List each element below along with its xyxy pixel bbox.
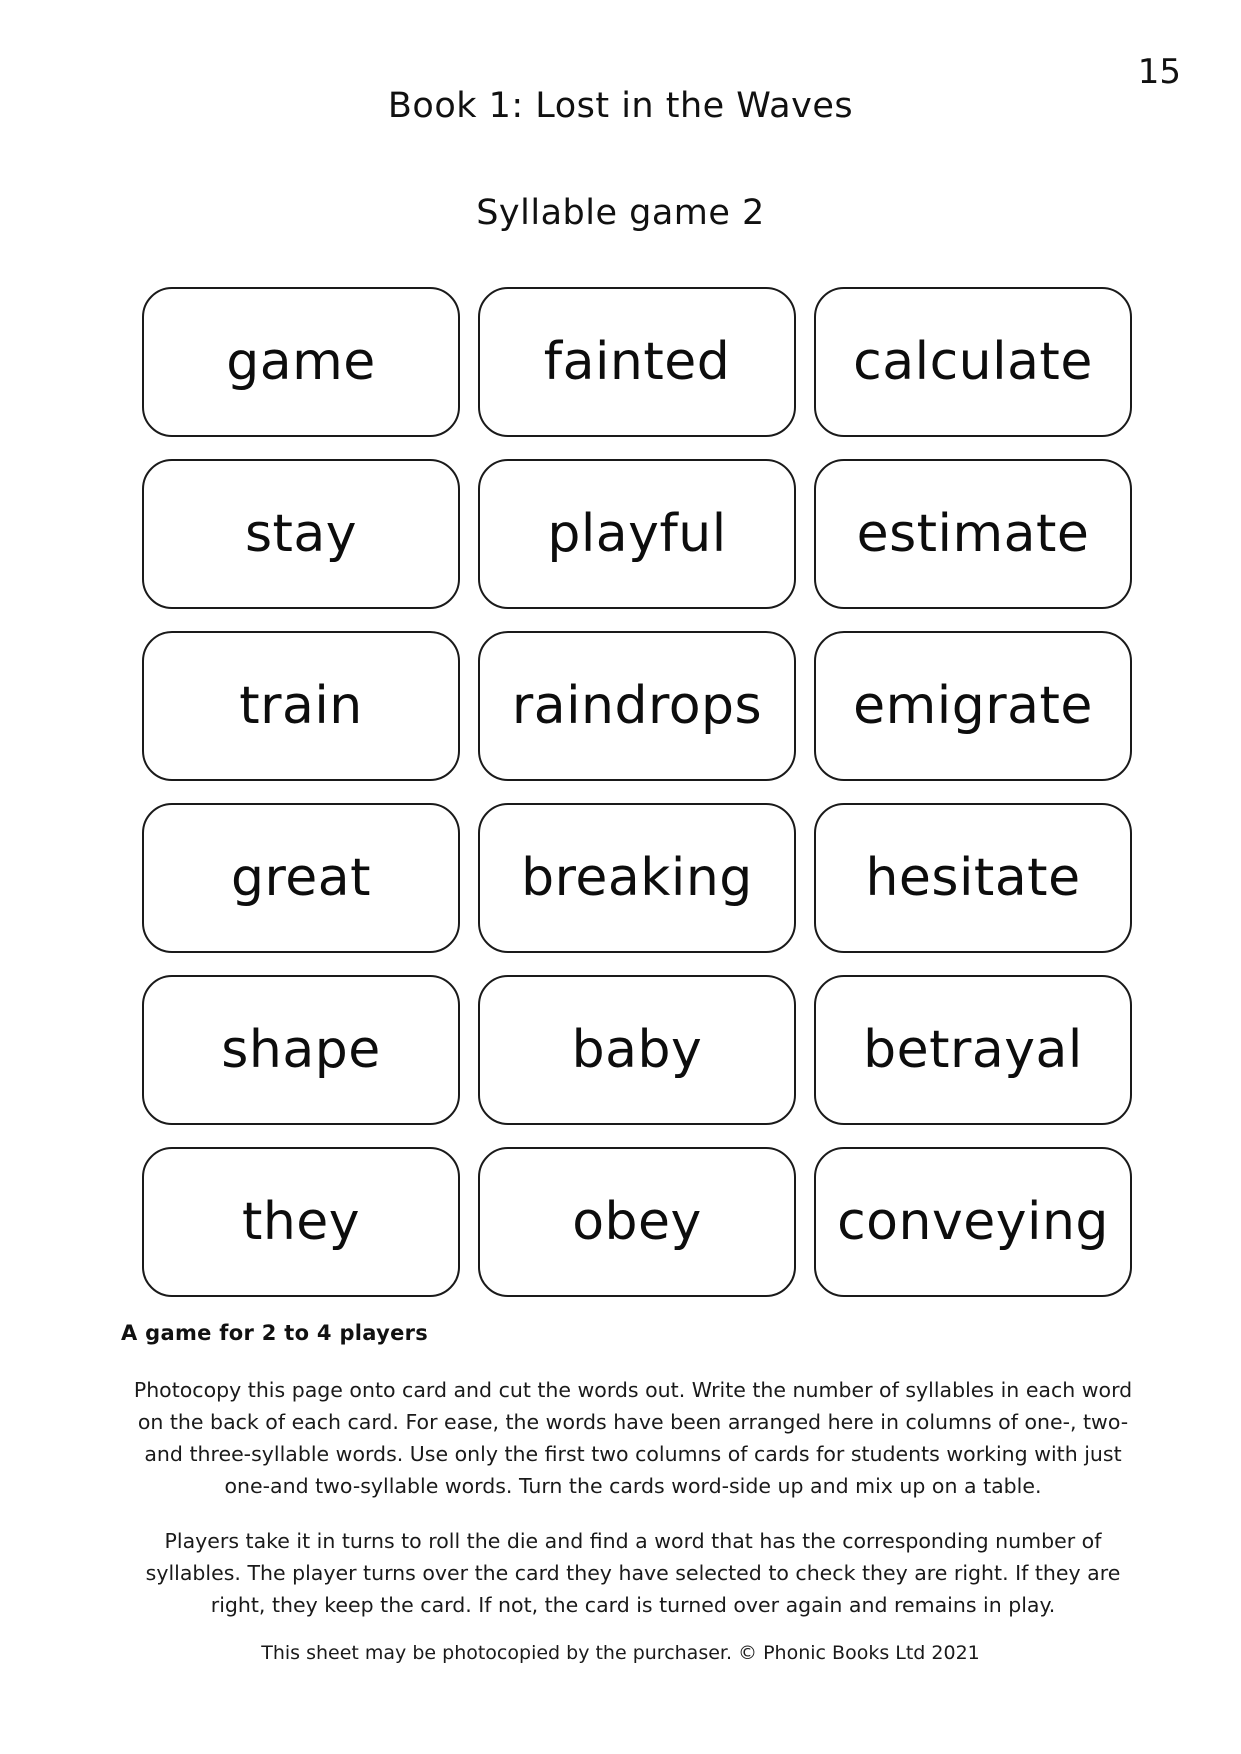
word-card-label: train [239, 676, 363, 736]
word-card[interactable] [478, 975, 796, 1125]
word-card[interactable] [142, 459, 460, 609]
word-card[interactable] [814, 459, 1132, 609]
word-card[interactable] [142, 803, 460, 953]
word-card[interactable] [814, 1147, 1132, 1297]
word-card[interactable] [142, 975, 460, 1125]
word-card-label: obey [572, 1192, 702, 1252]
word-card[interactable] [814, 803, 1132, 953]
instruction-line: on the back of each card. For ease, the words have been arranged here in columns of one-, two- [137, 1410, 1129, 1434]
word-card[interactable] [478, 803, 796, 953]
book-title: Book 1: Lost in the Waves [387, 86, 854, 126]
word-card[interactable] [142, 631, 460, 781]
instruction-line: and three-syllable words. Use only the first two columns of cards for students working with just [144, 1442, 1122, 1466]
word-card-grid [142, 287, 1132, 1297]
game-title: Syllable game 2 [476, 193, 765, 233]
word-card[interactable] [814, 287, 1132, 437]
instruction-line: one-and two-syllable words. Turn the cards word-side up and mix up on a table. [224, 1474, 1042, 1498]
instruction-line: Photocopy this page onto card and cut the words out. Write the number of syllables in each word [133, 1378, 1133, 1402]
instruction-line: right, they keep the card. If not, the card is turned over again and remains in play. [210, 1593, 1056, 1617]
word-card-label: raindrops [511, 676, 763, 736]
word-card[interactable] [814, 631, 1132, 781]
instructions-paragraph-2 [118, 1525, 1148, 1621]
word-card-label: emigrate [853, 676, 1093, 736]
word-card-label: estimate [856, 504, 1090, 564]
word-card-label: betrayal [863, 1020, 1083, 1080]
word-card-label: shape [221, 1020, 381, 1080]
word-card-label: conveying [837, 1192, 1109, 1252]
word-card-label: baby [571, 1020, 703, 1080]
players-heading: A game for 2 to 4 players [121, 1321, 429, 1345]
word-card-label: breaking [521, 848, 753, 908]
word-card[interactable] [814, 975, 1132, 1125]
word-card[interactable] [142, 287, 460, 437]
instructions-paragraph-1 [118, 1374, 1148, 1502]
word-card[interactable] [142, 1147, 460, 1297]
word-card[interactable] [478, 631, 796, 781]
copyright-footer: This sheet may be photocopied by the purchaser. © Phonic Books Ltd 2021 [261, 1642, 980, 1664]
word-card-label: game [226, 332, 376, 392]
word-card-label: stay [244, 504, 358, 564]
word-card-label: playful [547, 504, 727, 564]
word-card-label: fainted [543, 332, 731, 392]
word-card-label: they [241, 1192, 361, 1252]
instruction-line: syllables. The player turns over the card they have selected to check they are right. If they are [145, 1561, 1121, 1585]
page-number: 15 [1137, 52, 1181, 92]
word-card[interactable] [478, 1147, 796, 1297]
word-card[interactable] [478, 459, 796, 609]
instruction-line: Players take it in turns to roll the die and find a word that has the corresponding number of [164, 1529, 1102, 1553]
word-card-label: calculate [853, 332, 1093, 392]
word-card-label: great [231, 848, 371, 908]
word-card-label: hesitate [865, 848, 1081, 908]
word-card[interactable] [478, 287, 796, 437]
